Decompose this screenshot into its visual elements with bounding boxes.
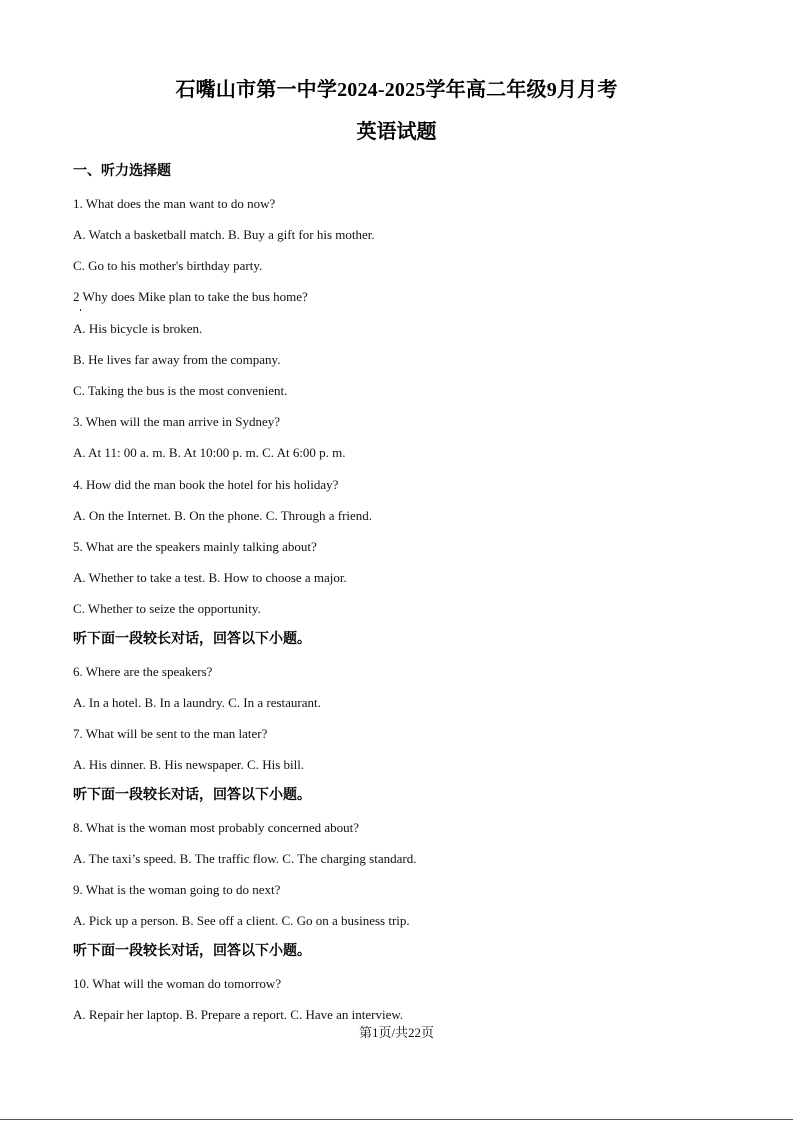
question-1-option-c: C. Go to his mother's birthday party. (73, 258, 263, 273)
question-1: 1. What does the man want to do now? (73, 196, 276, 211)
exam-title: 石嘴山市第一中学2024-2025学年高二年级9月月考 (175, 79, 618, 101)
dialogue-instruction-1: 听下面一段较长对话，回答以下小题。 (73, 631, 311, 647)
section-heading: 一、听力选择题 (73, 163, 171, 179)
question-6: 6. Where are the speakers? (73, 664, 213, 679)
question-10-options: A. Repair her laptop. B. Prepare a report. C. Have an interview. (73, 1007, 404, 1022)
question-5: 5. What are the speakers mainly talking about? (73, 539, 317, 554)
question-5-options-ab: A. Whether to take a test. B. How to choose a major. (73, 570, 347, 585)
exam-subtitle: 英语试题 (356, 121, 437, 143)
question-2-option-b: B. He lives far away from the company. (73, 352, 281, 367)
question-2-option-a: A. His bicycle is broken. (73, 321, 203, 336)
question-7: 7. What will be sent to the man later? (73, 726, 268, 741)
question-8-options: A. The taxi’s speed. B. The traffic flow. C. The charging standard. (73, 851, 417, 866)
dialogue-instruction-3: 听下面一段较长对话，回答以下小题。 (73, 943, 311, 959)
question-7-options: A. His dinner. B. His newspaper. C. His bill. (73, 757, 305, 772)
question-10: 10. What will the woman do tomorrow? (73, 976, 282, 991)
question-5-option-c: C. Whether to seize the opportunity. (73, 601, 261, 616)
question-3-options: A. At 11: 00 a. m. B. At 10:00 p. m. C. At 6:00 p. m. (73, 445, 346, 460)
page-bottom-rule (0, 1119, 793, 1120)
question-2-option-c: C. Taking the bus is the most convenient. (73, 383, 288, 398)
page-number: 第1页/共22页 (358, 1025, 435, 1040)
question-6-options: A. In a hotel. B. In a laundry. C. In a restaurant. (73, 695, 321, 710)
question-2: 2 Why does Mike plan to take the bus home? (73, 289, 308, 304)
question-4-options: A. On the Internet. B. On the phone. C. Through a friend. (73, 508, 373, 523)
question-9-options: A. Pick up a person. B. See off a client. C. Go on a business trip. (73, 913, 410, 928)
question-3: 3. When will the man arrive in Sydney? (73, 414, 280, 429)
question-1-options-ab: A. Watch a basketball match. B. Buy a gift for his mother. (73, 227, 375, 242)
question-9: 9. What is the woman going to do next? (73, 882, 281, 897)
scan-mark (80, 309, 81, 311)
question-8: 8. What is the woman most probably concerned about? (73, 820, 360, 835)
dialogue-instruction-2: 听下面一段较长对话，回答以下小题。 (73, 787, 311, 803)
question-4: 4. How did the man book the hotel for his holiday? (73, 477, 339, 492)
